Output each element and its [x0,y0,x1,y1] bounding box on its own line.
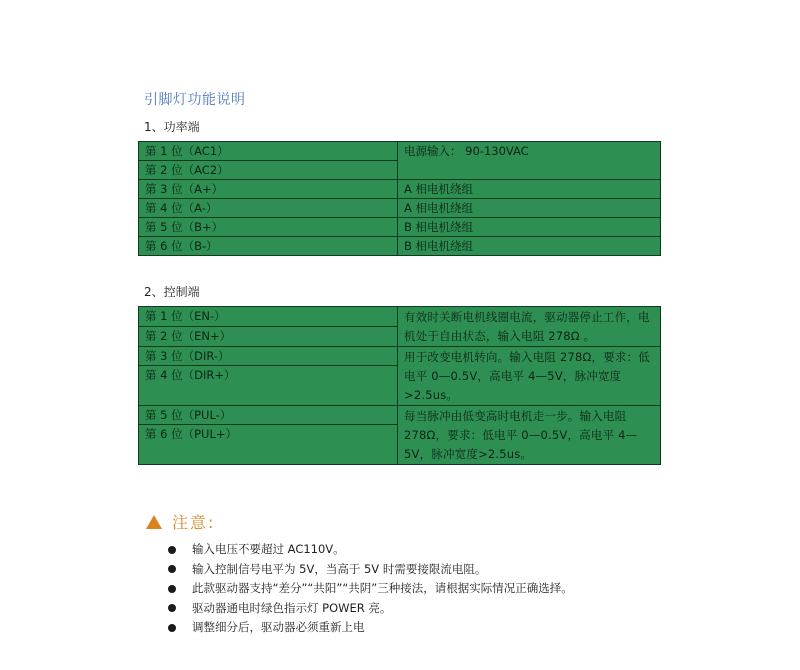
bullet-icon [168,546,176,554]
pin-description: 电源输入： 90-130VAC [398,142,661,180]
table-row [139,218,661,237]
pin-description: A 相电机绕组 [398,199,661,218]
pin-label: 第 3 位（DIR-） [139,347,398,366]
table-row [139,237,661,256]
list-item [168,618,573,638]
section-title-power: 1、功率端 [144,120,200,134]
notice-text: 输入电压不要超过 AC110V。 [192,542,345,556]
bullet-icon [168,604,176,612]
pin-description: 有效时关断电机线圈电流，驱动器停止工作，电机处于自由状态，输入电阻 278Ω 。 [398,307,661,347]
pin-label: 第 6 位（PUL+） [139,425,398,465]
pin-description: 每当脉冲由低变高时电机走一步。输入电阻 278Ω，要求：低电平 0—0.5V，高电平 4—5V，脉冲宽度>2.5us。 [398,406,661,465]
pin-label: 第 3 位（A+） [139,180,398,199]
table-row [139,180,661,199]
power-terminal-table [138,141,661,256]
pin-description: B 相电机绕组 [398,237,661,256]
pin-label: 第 5 位（B+） [139,218,398,237]
notice-text: 驱动器通电时绿色指示灯 POWER 亮。 [192,600,392,615]
table-row [139,347,661,366]
table-row [139,307,661,327]
pin-description: 用于改变电机转向。输入电阻 278Ω，要求：低电平 0—0.5V，高电平 4—5V，脉冲宽度 >2.5us。 [398,347,661,406]
warning-icon [146,515,162,529]
list-item [168,599,573,619]
pin-label: 第 1 位（AC1） [139,142,398,161]
pin-label: 第 4 位（A-） [139,199,398,218]
notice-text: 调整细分后，驱动器必须重新上电 [192,620,365,634]
pin-label: 第 2 位（EN+） [139,327,398,347]
notice-text: 输入控制信号电平为 5V，当高于 5V 时需要接限流电阻。 [192,561,487,576]
pin-label: 第 4 位（DIR+） [139,366,398,406]
page-title: 引脚灯功能说明 [144,92,246,108]
list-item [168,540,573,560]
pin-label: 第 1 位（EN-） [139,307,398,327]
table-row [139,199,661,218]
notice-title: 注意: [172,513,216,532]
section-title-control: 2、控制端 [144,285,200,299]
table-row [139,142,661,161]
table-row [139,406,661,425]
pin-label: 第 2 位（AC2） [139,161,398,180]
bullet-icon [168,565,176,573]
notice-text: 此款驱动器支持“差分”“共阳”“共阴”三种接法，请根据实际情况正确选择。 [192,581,573,595]
bullet-icon [168,624,176,632]
notice-list [168,540,573,638]
notice-heading [146,510,215,533]
list-item [168,560,573,580]
bullet-icon [168,585,176,593]
control-terminal-table [138,306,661,465]
list-item [168,579,573,599]
pin-description: B 相电机绕组 [398,218,661,237]
pin-description: A 相电机绕组 [398,180,661,199]
pin-label: 第 6 位（B-） [139,237,398,256]
pin-label: 第 5 位（PUL-） [139,406,398,425]
